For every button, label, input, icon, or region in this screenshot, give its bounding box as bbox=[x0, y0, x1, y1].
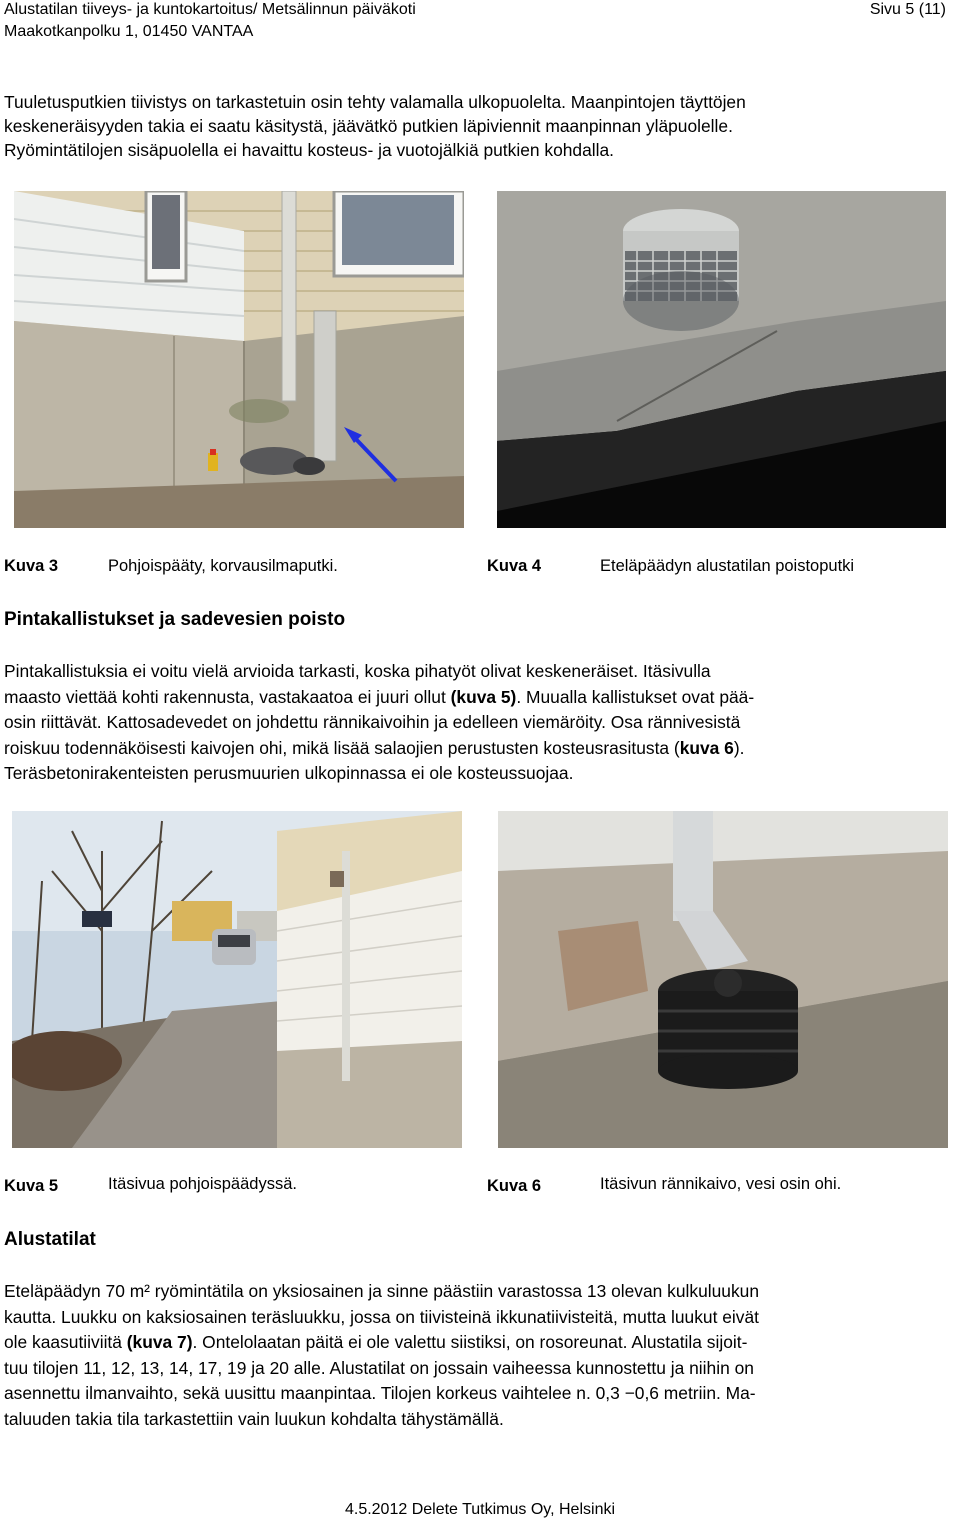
intro-paragraph bbox=[4, 90, 956, 163]
figure-reference: (kuva 7) bbox=[126, 1332, 193, 1352]
photo-kuva-5 bbox=[12, 811, 462, 1148]
page-number: 5 (11) bbox=[905, 1, 946, 18]
paragraph-line: kautta. Luukku on kaksiosainen teräsluukku, jossa on tiivisteinä ikkunatiivisteitä, mutta luukut eivät bbox=[4, 1306, 759, 1327]
page-footer: 4.5.2012 Delete Tutkimus Oy, Helsinki bbox=[344, 1501, 616, 1518]
header-title-line2: Maakotkanpolku 1, 01450 VANTAA bbox=[4, 23, 254, 40]
figure-label-kuva-6: Kuva 6 bbox=[487, 1177, 542, 1195]
section-heading-drainage: Pintakallistukset ja sadevesien poisto bbox=[4, 609, 346, 630]
paragraph-line: osin riittävät. Kattosadevedet on johdettu rännikaivoihin ja edelleen viemäröity. Osa rännivesistä bbox=[4, 712, 741, 732]
photo-kuva-6 bbox=[498, 811, 948, 1148]
text-run: maasto viettää kohti rakennusta, vastakaatoa ei juuri ollut bbox=[4, 686, 451, 707]
text-run: ). bbox=[733, 737, 745, 758]
section-paragraph-drainage bbox=[4, 659, 956, 787]
figure-label-kuva-5: Kuva 5 bbox=[4, 1177, 59, 1195]
figure-caption-kuva-6: Itäsivun rännikaivo, vesi osin ohi. bbox=[600, 1175, 842, 1193]
intro-line: Tuuletusputkien tiivistys on tarkastetuin osin tehty valamalla ulkopuolelta. Maanpintojen täyttöjen bbox=[4, 92, 746, 112]
section-paragraph-crawlspace bbox=[4, 1279, 956, 1432]
figure-caption-kuva-4: Eteläpäädyn alustatilan poistoputki bbox=[600, 557, 855, 575]
photo-kuva-3 bbox=[14, 191, 464, 528]
figure-label-kuva-3: Kuva 3 bbox=[4, 557, 59, 575]
paragraph-line: taluuden takia tila tarkastettiin vain luukun kohdalta tähystämällä. bbox=[4, 1408, 504, 1429]
intro-line: Ryömintätilojen sisäpuolella ei havaittu kosteus- ja vuotojälkiä putkien kohdalla. bbox=[4, 140, 614, 161]
figure-caption-kuva-3: Pohjoispääty, korvausilmaputki. bbox=[108, 557, 338, 575]
figure-label-kuva-4: Kuva 4 bbox=[487, 557, 542, 575]
paragraph-line bbox=[4, 1330, 956, 1356]
figure-reference: (kuva 5) bbox=[450, 686, 517, 707]
text-run: ole kaasutiiviitä bbox=[4, 1332, 127, 1352]
figure-caption-kuva-5: Itäsivua pohjoispäädyssä. bbox=[108, 1175, 297, 1193]
paragraph-line: asennettu ilmanvaihto, sekä uusittu maanpintaa. Tilojen korkeus vaihtelee n. 0,3 −0,6 metriin. Ma- bbox=[4, 1383, 756, 1403]
photo-kuva-4 bbox=[497, 191, 946, 528]
intro-line: keskeneräisyyden takia ei saatu käsitystä, jäävätkö putkien läpiviennit maanpinnan yläpuolelle. bbox=[4, 116, 733, 137]
text-run: roiskuu todennäköisesti kaivojen ohi, mikä lisää salaojien perustusten kosteusrasitusta ( bbox=[4, 737, 680, 758]
paragraph-line: Eteläpäädyn 70 m² ryömintätila on yksiosainen ja sinne päästiin varastossa 13 olevan kulkuluukun bbox=[4, 1281, 759, 1301]
page-label: Sivu bbox=[869, 1, 901, 18]
paragraph-line bbox=[4, 736, 956, 762]
header-title-line1: Alustatilan tiiveys- ja kuntokartoitus/ Metsälinnun päiväkoti bbox=[4, 1, 416, 18]
paragraph-line: tuu tilojen 11, 12, 13, 14, 17, 19 ja 20 alle. Alustatilat on jossain vaiheessa kunnostettu ja niihin on bbox=[4, 1357, 754, 1378]
paragraph-line: Pintakallistuksia ei voitu vielä arvioida tarkasti, koska pihatyöt olivat keskeneräiset. Itäsivulla bbox=[4, 661, 711, 681]
page-indicator bbox=[870, 0, 946, 20]
text-run: . Ontelolaatan päitä ei ole valettu siistiksi, on rosoreunat. Alustatila sijoit- bbox=[192, 1332, 748, 1352]
paragraph-line: Teräsbetonirakenteisten perusmuurien ulkopinnassa ei ole kosteussuojaa. bbox=[4, 763, 574, 783]
section-heading-crawlspace: Alustatilat bbox=[4, 1229, 96, 1250]
figure-reference: kuva 6 bbox=[679, 737, 734, 758]
text-run: . Muualla kallistukset ovat pää- bbox=[516, 686, 755, 707]
paragraph-line bbox=[4, 685, 956, 711]
